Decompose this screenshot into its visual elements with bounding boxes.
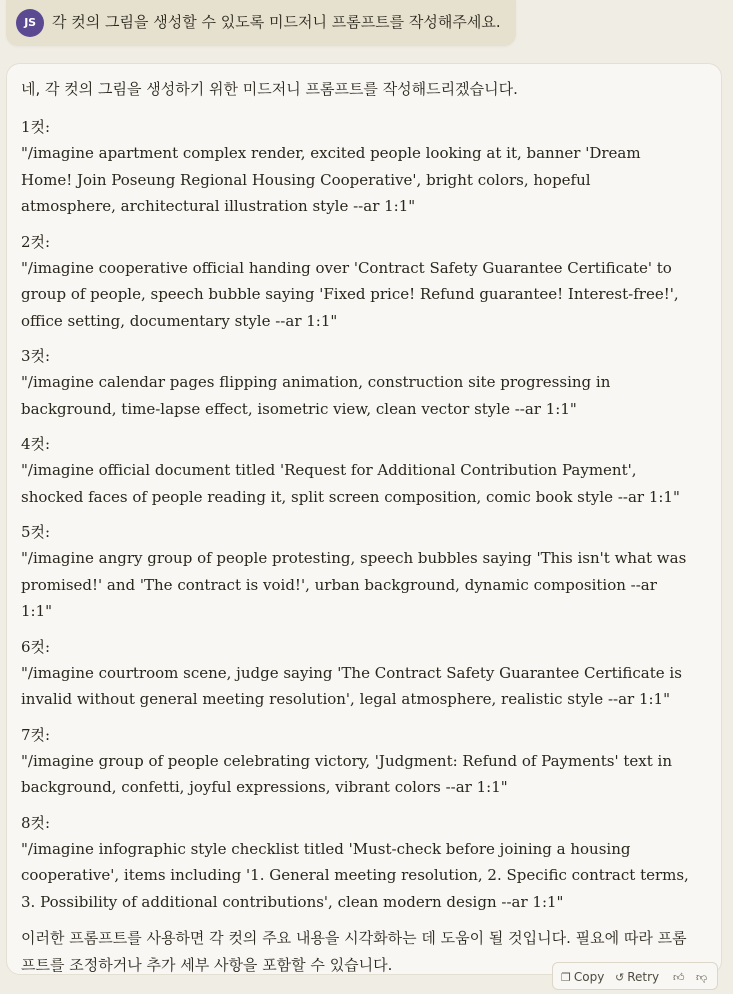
cut-prompt: "/imagine cooperative official handing over 'Contract Safety Guarantee Certificate' to group of people, speech bubble saying 'Fixed price! Refund guarantee! Interest-free!', office setting, documentary style --ar 1:1" [21, 258, 679, 330]
cut-prompt: "/imagine calendar pages flipping animation, construction site progressing in background, time-lapse effect, isometric view, clean vector style --ar 1:1" [21, 373, 611, 418]
assistant-message-content [21, 76, 689, 994]
cut-item-2 [21, 229, 689, 335]
user-avatar[interactable]: JS [16, 9, 44, 37]
assistant-intro: 네, 각 컷의 그림을 생성하기 위한 미드저니 프롬프트를 작성해드리겠습니다. [21, 80, 518, 98]
thumbs-down-button[interactable] [696, 969, 710, 985]
cut-label: 7컷: [21, 725, 51, 744]
thumbs-up-icon: 👍︎ [673, 971, 685, 984]
cut-prompt: "/imagine official document titled 'Request for Additional Contribution Payment', shocked faces of people reading it, split screen composition, comic book style --ar 1:1" [21, 461, 680, 506]
user-message [6, 0, 516, 46]
copy-button[interactable] [561, 969, 604, 985]
cut-label: 1컷: [21, 118, 51, 136]
cut-item-4 [21, 431, 689, 510]
cut-prompt: "/imagine infographic style checklist titled 'Must-check before joining a housing cooperative', items including '1. General meeting resolution, 2. Specific contract terms, 3. Possibility of additional contributions', clean modern design --ar 1:1" [21, 839, 689, 911]
cut-prompt: "/imagine apartment complex render, excited people looking at it, banner 'Dream Home! Join Poseung Regional Housing Cooperative', bright colors, hopeful atmosphere, architectural illustration style --ar 1:1" [21, 144, 641, 215]
retry-button[interactable] [615, 969, 659, 985]
cut-label: 8컷: [21, 813, 51, 832]
assistant-message [6, 63, 722, 975]
cut-prompt: "/imagine courtroom scene, judge saying 'The Contract Safety Guarantee Certificate is invalid without general meeting resolution', legal atmosphere, realistic style --ar 1:1" [21, 663, 682, 708]
thumbs-up-button[interactable] [673, 969, 688, 985]
cut-label: 6컷: [21, 637, 51, 656]
assistant-outro: 이러한 프롬프트를 사용하면 각 컷의 주요 내용을 시각화하는 데 도움이 될 것입니다. 필요에 따라 프롬프트를 조정하거나 추가 세부 사항을 포함할 수 있습니다. [21, 929, 687, 974]
thumbs-down-icon: 👎︎ [696, 971, 708, 984]
retry-icon: ↺ [615, 971, 625, 984]
cut-item-1 [21, 114, 689, 220]
retry-label: Retry [627, 970, 660, 984]
cut-prompt: "/imagine group of people celebrating victory, 'Judgment: Refund of Payments' text in background, confetti, joyful expressions, vibrant colors --ar 1:1" [21, 751, 673, 796]
cut-item-8 [21, 810, 689, 916]
cut-label: 4컷: [21, 435, 51, 453]
cut-prompt: "/imagine angry group of people protesting, speech bubbles saying 'This isn't what was promised!' and 'The contract is void!', urban background, dynamic composition --ar 1:1" [21, 549, 687, 620]
cut-label: 2컷: [21, 232, 51, 251]
cut-item-6 [21, 634, 689, 713]
cut-label: 3컷: [21, 347, 51, 365]
clipboard-icon: ❐ [561, 971, 571, 984]
cut-label: 5컷: [21, 523, 51, 541]
user-message-text: 각 컷의 그림을 생성할 수 있도록 미드저니 프롬프트를 작성해주세요. [52, 13, 501, 31]
cut-item-7 [21, 722, 689, 801]
cut-item-3 [21, 343, 689, 422]
copy-label: Copy [573, 970, 605, 984]
cut-item-5 [21, 519, 689, 625]
